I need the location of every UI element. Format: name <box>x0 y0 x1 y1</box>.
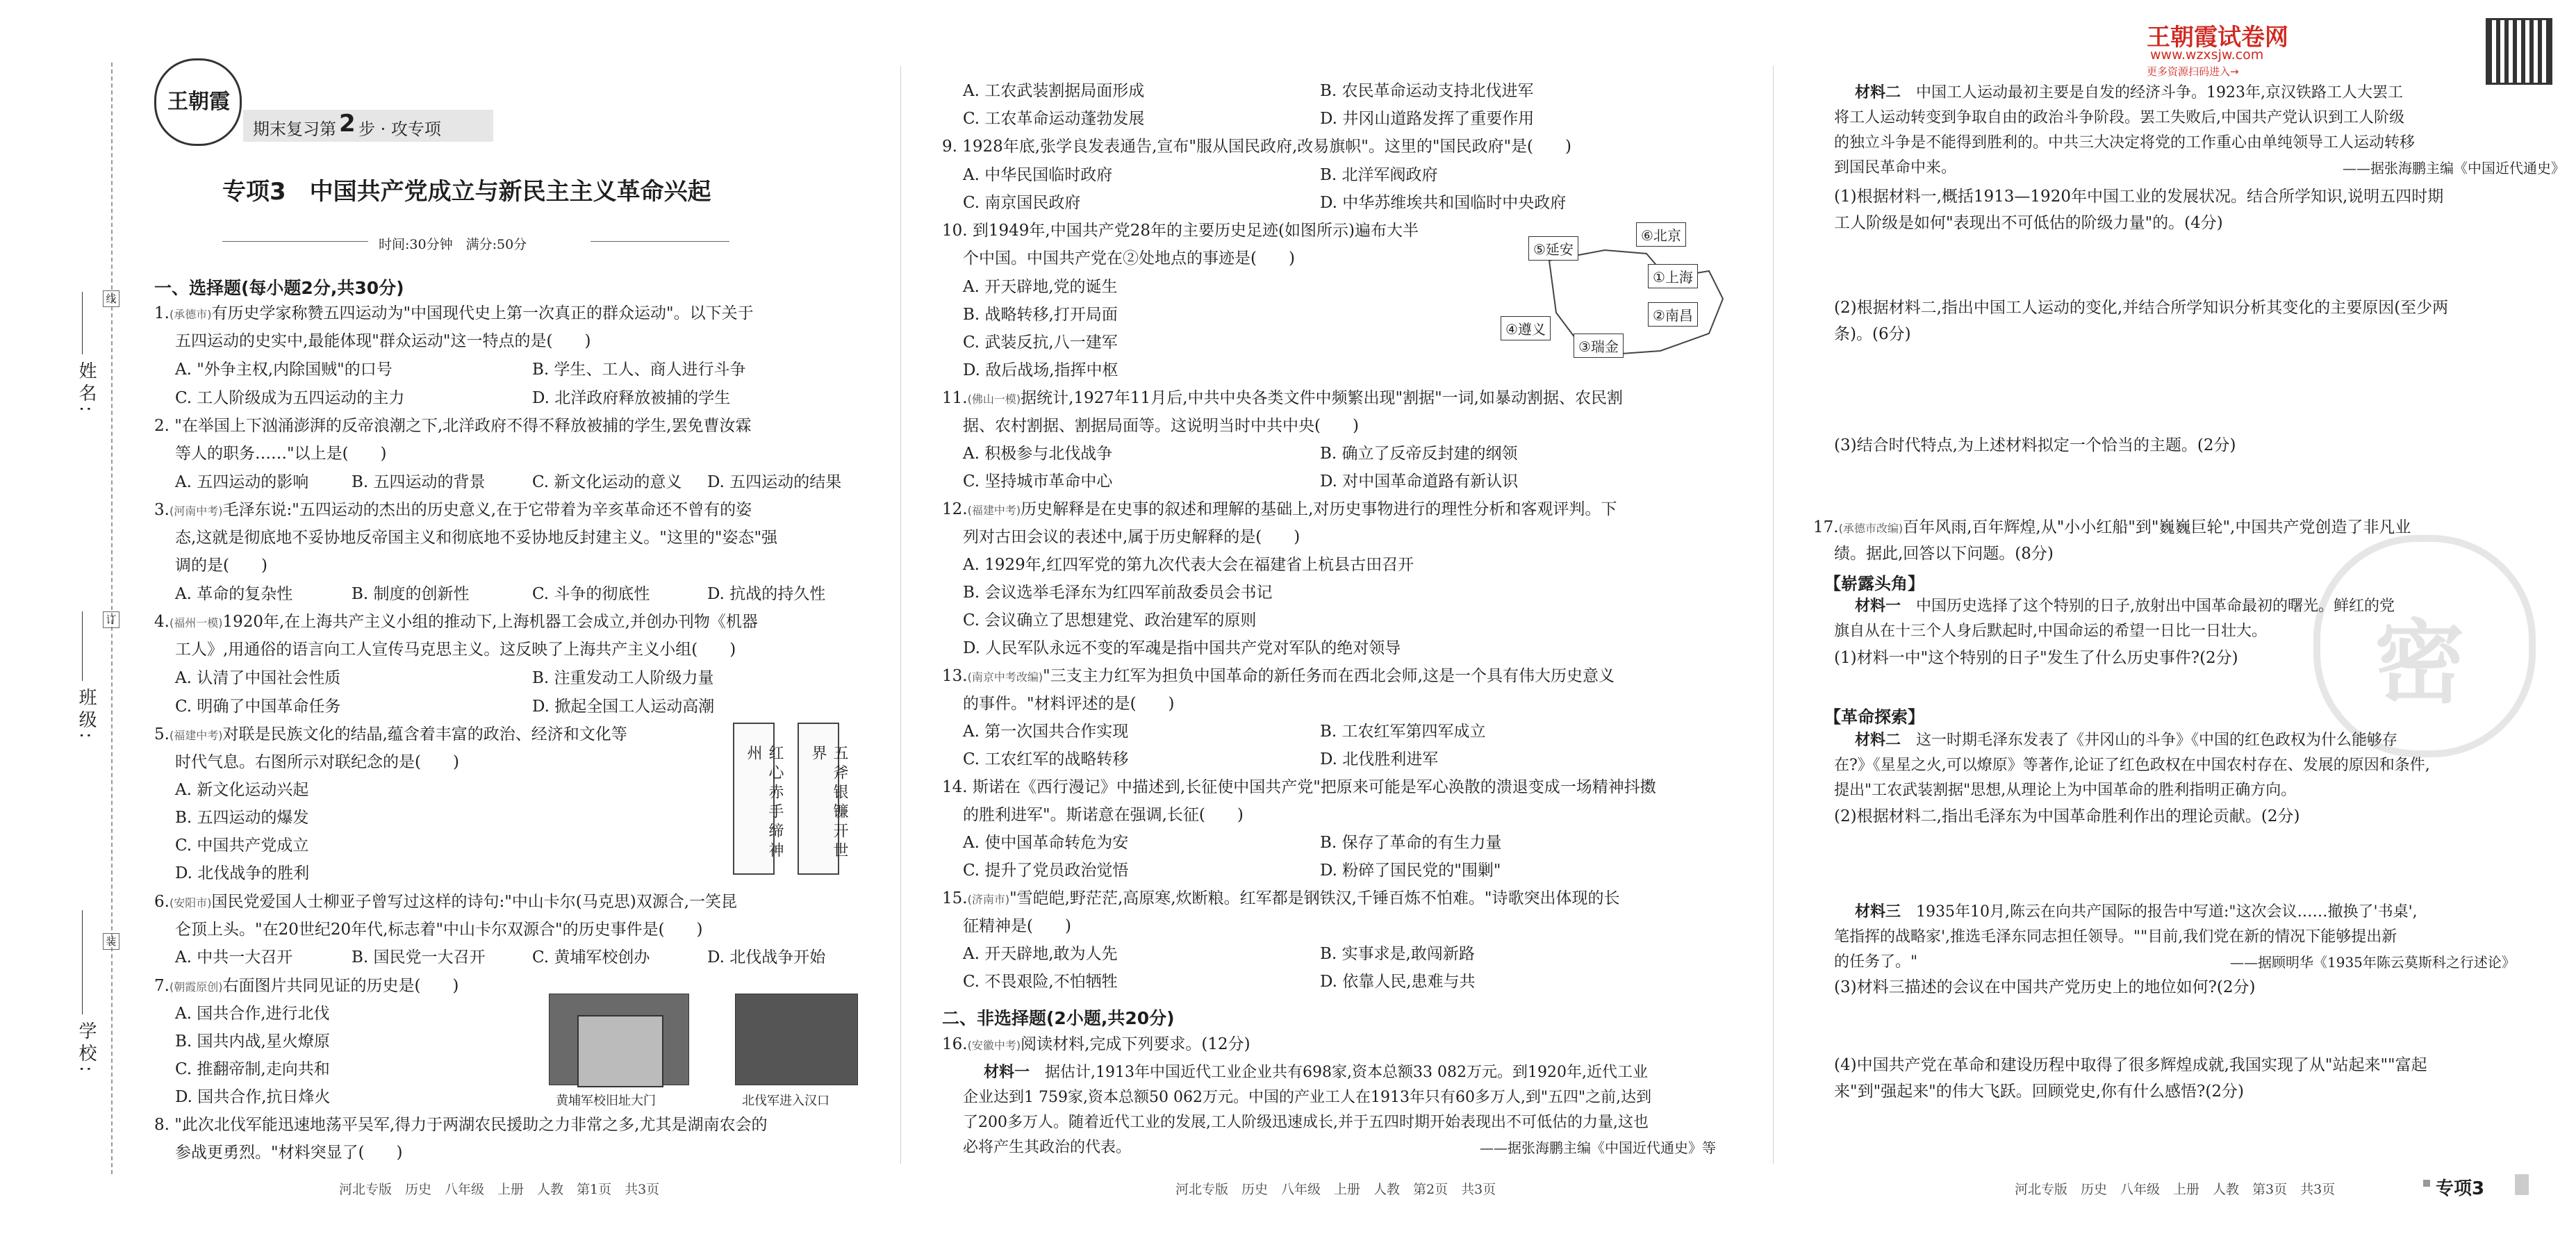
q12-option-c[interactable]: C. 会议确立了思想建党、政治建军的原则 <box>963 611 1257 629</box>
q5-option-d[interactable]: D. 北伐战争的胜利 <box>175 864 310 882</box>
q16-line1: 16.(安徽中考)阅读材料,完成下列要求。(12分) <box>942 1035 1250 1053</box>
q4-option-d[interactable]: D. 掀起全国工人运动高潮 <box>532 698 715 716</box>
section1-heading: 一、选择题(每小题2分,共30分) <box>154 278 404 298</box>
q15-line1: 15.(济南市)"雪皑皑,野茫茫,高原寒,炊断粮。红军都是钢铁汉,千锤百炼不怕难。"诗歌突出体现的长 <box>942 889 1620 907</box>
q5-option-c[interactable]: C. 中国共产党成立 <box>175 837 309 855</box>
q9-option-c[interactable]: C. 南京国民政府 <box>963 194 1081 212</box>
q12-line2: 列对古田会议的表述中,属于历史解释的是( ) <box>963 528 1301 546</box>
q3-line1: 3.(河南中考)毛泽东说:"五四运动的杰出的历史意义,在于它带着为辛亥革命还不曾有的姿 <box>154 501 752 519</box>
q3-option-b[interactable]: B. 制度的创新性 <box>352 585 470 603</box>
binding-mark-line: 线 <box>103 290 119 307</box>
q17-line1: 17.(承德市改编)百年风雨,百年辉煌,从"小小红船"到"巍巍巨轮",中国共产党创造了非凡业 <box>1813 518 2411 536</box>
q4-option-a[interactable]: A. 认清了中国社会性质 <box>175 669 341 687</box>
q3-option-a[interactable]: A. 革命的复杂性 <box>175 585 293 603</box>
q9-option-d[interactable]: D. 中华苏维埃共和国临时中央政府 <box>1320 194 1567 212</box>
q7-option-b[interactable]: B. 国共内战,星火燎原 <box>175 1032 330 1051</box>
q10-option-c[interactable]: C. 武装反抗,八一建军 <box>963 334 1118 352</box>
q3-line2: 态,这就是彻底地不妥协地反帝国主义和彻底地不妥协地反封建主义。"这里的"姿态"强 <box>175 529 778 547</box>
q6-option-a[interactable]: A. 中共一大召开 <box>175 948 293 966</box>
brand-url[interactable]: www.wzxsjw.com <box>2150 47 2264 63</box>
q8-option-a[interactable]: A. 工农武装割据局面形成 <box>963 82 1145 100</box>
q2-option-b[interactable]: B. 五四运动的背景 <box>352 473 486 491</box>
timing: 时间:30分钟 满分:50分 <box>379 237 527 252</box>
q13-line1: 13.(南京中考改编)"三支主力红军为担负中国革命的新任务而在西北会师,这是一个具有伟大历史意义 <box>942 667 1615 685</box>
brand-name: 王朝霞试卷网 <box>2147 24 2288 51</box>
q3-option-c[interactable]: C. 斗争的彻底性 <box>532 585 650 603</box>
q16-part3-answer-area[interactable] <box>1834 462 2536 518</box>
q9-line1: 9. 1928年底,张学良发表通告,宣布"服从国民政府,改易旗帜"。这里的"国民政府"是( ) <box>942 138 1571 156</box>
q12-line1: 12.(福建中考)历史解释是在史事的叙述和理解的基础上,对历史事物进行的理性分析和客观评判。下 <box>942 500 1617 518</box>
q16-m1-line2: 企业达到1 759家,资本总额50 062万元。中国的产业工人在1913年只有60多万人,到"五四"之前,达到 <box>963 1089 1652 1106</box>
section2-heading: 二、非选择题(2小题,共20分) <box>942 1008 1175 1028</box>
party-footprint-map <box>1501 222 1772 368</box>
q17-heading-2: 【革命探索】 <box>1824 707 1924 727</box>
q13-line2: 的事件。"材料评述的是( ) <box>963 695 1175 713</box>
couplet-right-text: 五斧银镰开世界 <box>809 745 848 862</box>
q11-option-d[interactable]: D. 对中国革命道路有新认识 <box>1320 472 1519 491</box>
q17-part3: (3)材料三描述的会议在中国共产党历史上的地位如何?(2分) <box>1834 978 2256 996</box>
q2-option-c[interactable]: C. 新文化运动的意义 <box>532 473 682 491</box>
q10-option-b[interactable]: B. 战略转移,打开局面 <box>963 306 1118 324</box>
timing-rule-right <box>591 241 729 242</box>
q12-option-d[interactable]: D. 人民军队永远不变的军魂是指中国共产党对军队的绝对领导 <box>963 639 1401 657</box>
name-label: 姓名: <box>76 361 97 416</box>
q16-m1-line4: 必将产生其政治的代表。 <box>963 1139 1132 1156</box>
couplet-scroll-right <box>798 723 848 875</box>
q16-m1-citation: ——据张海鹏主编《中国近代通史》等 <box>1480 1139 1716 1156</box>
timing-rule-left <box>222 241 368 242</box>
q17-part1-answer-area[interactable] <box>1834 674 2306 702</box>
q11-option-b[interactable]: B. 确立了反帝反封建的纲领 <box>1320 445 1518 463</box>
q9-option-b[interactable]: B. 北洋军阀政府 <box>1320 166 1438 184</box>
q16-part1-answer-area[interactable] <box>1834 240 2536 295</box>
watermark-stamp <box>2313 535 2536 757</box>
q1-line2: 五四运动的史实中,最能体现"群众运动"这一特点的是( ) <box>175 332 591 350</box>
q17-m3-line1: 材料三 1935年10月,陈云在向共产国际的报告中写道:"这次会议……撤换了'书桌', <box>1855 903 2418 921</box>
binding-mark-pack: 装 <box>103 933 119 950</box>
q13-option-a[interactable]: A. 第一次国共合作实现 <box>963 723 1129 741</box>
logo-badge <box>154 58 242 146</box>
q16-m2-citation: ——据张海鹏主编《中国近代通史》 <box>2343 160 2565 176</box>
q13-option-b[interactable]: B. 工农红军第四军成立 <box>1320 723 1486 741</box>
map-label-yanan: ⑤延安 <box>1528 236 1578 261</box>
q17-part4-answer-area[interactable] <box>1834 1108 2536 1163</box>
q2-option-a[interactable]: A. 五四运动的影响 <box>175 473 309 491</box>
q10-option-a[interactable]: A. 开天辟地,党的诞生 <box>963 278 1118 296</box>
q7-line1: 7.(朝霞原创)右面图片共同见证的历史是( ) <box>154 977 459 995</box>
couplet-scroll-left <box>733 723 784 875</box>
q2-option-d[interactable]: D. 五四运动的结果 <box>707 473 842 491</box>
school-underline[interactable] <box>82 910 83 1014</box>
column-divider-1 <box>900 66 901 1164</box>
q17-part4-line2: 来"到"强起来"的伟大飞跃。回顾党史,你有什么感悟?(2分) <box>1834 1083 2244 1101</box>
q6-line1: 6.(安阳市)国民党爱国人士柳亚子曾写过这样的诗句:"中山卡尔(马克思)双源合,一笑昆 <box>154 893 738 911</box>
q8-option-d[interactable]: D. 井冈山道路发挥了重要作用 <box>1320 110 1535 128</box>
class-label: 班级: <box>76 688 97 743</box>
footer-tag: 专项3 <box>2436 1178 2485 1199</box>
q6-option-d[interactable]: D. 北伐战争开始 <box>707 948 826 966</box>
q17-m2-line3: 提出"工农武装割据"思想,从理论上为中国革命的胜利指明正确方向。 <box>1834 782 2297 799</box>
q8-line1: 8. "此次北伐军能迅速地荡平吴军,得力于两湖农民援助之力非常之多,尤其是湖南农会的 <box>154 1116 768 1134</box>
couplet-left-text: 红心赤手缔神州 <box>745 745 784 862</box>
footer-page2: 河北专版 历史 八年级 上册 人教 第2页 共3页 <box>1175 1182 1496 1197</box>
q16-part2-line2: 条)。(6分) <box>1834 325 1911 343</box>
q10-line2: 个中国。中国共产党在②处地点的事迹是( ) <box>963 249 1295 267</box>
q15-line2: 征精神是( ) <box>963 917 1071 935</box>
q16-m2-line1: 材料二 中国工人运动最初主要是自发的经济斗争。1923年,京汉铁路工人大罢工 <box>1855 84 2404 101</box>
binding-mark-bind: 订 <box>103 611 119 628</box>
q2-line1: 2. "在举国上下汹涌澎湃的反帝浪潮之下,北洋政府不得不释放被捕的学生,罢免曹汝霖 <box>154 417 752 435</box>
watermark-stamp-text: 密 <box>2375 610 2466 716</box>
page-title: 专项3 中国共产党成立与新民主主义革命兴起 <box>222 178 711 206</box>
q16-m1-line1: 材料一 据估计,1913年中国近代工业企业共有698家,资本总额33 082万元。到1920年,近代工业 <box>984 1064 1648 1081</box>
q16-m2-line2: 将工人运动转变到争取自由的政治斗争阶段。罢工失败后,中国共产党认识到工人阶级 <box>1834 109 2404 126</box>
q8-option-b[interactable]: B. 农民革命运动支持北伐进军 <box>1320 82 1534 100</box>
name-underline[interactable] <box>82 292 83 354</box>
q17-m2-line2: 在?》《星星之火,可以燎原》等著作,论证了红色政权在中国农村存在、发展的原因和条件, <box>1834 757 2430 774</box>
q5-line2: 时代气息。右图所示对联纪念的是( ) <box>175 753 459 771</box>
q13-option-c[interactable]: C. 工农红军的战略转移 <box>963 750 1129 768</box>
q5-option-b[interactable]: B. 五四运动的爆发 <box>175 809 309 827</box>
q17-part2-answer-area[interactable] <box>1834 832 2536 895</box>
q17-m1-line2: 旗自从在十三个人身后默起时,中国命运的希望一日比一日壮大。 <box>1834 623 2267 640</box>
map-label-nanchang: ②南昌 <box>1648 302 1698 327</box>
step-banner <box>243 110 493 142</box>
q14-line2: 的胜利进军"。斯诺意在强调,长征( ) <box>963 806 1244 824</box>
map-label-ruijin: ③瑞金 <box>1574 334 1624 358</box>
q7-option-d[interactable]: D. 国共合作,抗日烽火 <box>175 1088 331 1106</box>
q4-line2: 工人》,用通俗的语言向工人宣传马克思主义。这反映了上海共产主义小组( ) <box>175 641 736 659</box>
brand-slogan: 更多资源扫码进入→ <box>2147 65 2239 78</box>
step-label-b: 步 · 攻专项 <box>358 120 441 139</box>
q15-option-c[interactable]: C. 不畏艰险,不怕牺牲 <box>963 973 1118 991</box>
q10-option-d[interactable]: D. 敌后战场,指挥中枢 <box>963 361 1118 379</box>
q16-m2-line3: 的独立斗争是不能得到胜利的。中共三大决定将党的工作重心由单纯领导工人运动转移 <box>1834 134 2416 151</box>
q17-m3-line3: 的任务了。" <box>1834 953 1918 971</box>
q17-m1-line1: 材料一 中国历史选择了这个特别的日子,放射出中国革命最初的曙光。鲜红的党 <box>1855 598 2395 615</box>
q13-option-d[interactable]: D. 北伐胜利进军 <box>1320 750 1439 768</box>
q14-option-c[interactable]: C. 提升了党员政治觉悟 <box>963 862 1129 880</box>
q10-line1: 10. 到1949年,中国共产党28年的主要历史足迹(如图所示)遍布大半 <box>942 222 1419 240</box>
qr-code-icon[interactable] <box>2486 18 2552 85</box>
q6-option-c[interactable]: C. 黄埔军校创办 <box>532 948 650 966</box>
q12-option-a[interactable]: A. 1929年,红四军党的第九次代表大会在福建省上杭县古田召开 <box>963 556 1414 574</box>
q4-option-b[interactable]: B. 注重发动工人阶级力量 <box>532 669 714 687</box>
q17-part1: (1)材料一中"这个特别的日子"发生了什么历史事件?(2分) <box>1834 649 2238 667</box>
q1-option-c[interactable]: C. 工人阶级成为五四运动的主力 <box>175 389 405 407</box>
q9-option-a[interactable]: A. 中华民国临时政府 <box>963 166 1113 184</box>
q16-m2-line4: 到国民革命中来。 <box>1834 159 1957 176</box>
q3-option-d[interactable]: D. 抗战的持久性 <box>707 585 826 603</box>
footer-square-icon <box>2423 1180 2430 1187</box>
q8-line2: 参战更勇烈。"材料突显了( ) <box>175 1144 403 1162</box>
q14-option-d[interactable]: D. 粉碎了国民党的"围剿" <box>1320 862 1501 880</box>
map-label-beijing: ⑥北京 <box>1636 222 1686 247</box>
q11-option-a[interactable]: A. 积极参与北伐战争 <box>963 445 1113 463</box>
q15-option-a[interactable]: A. 开天辟地,敢为人先 <box>963 945 1118 963</box>
q16-part1-line2: 工人阶级是如何"表现出不可低估的阶级力量"的。(4分) <box>1834 214 2223 232</box>
q7-option-a[interactable]: A. 国共合作,进行北伐 <box>175 1005 330 1023</box>
q12-option-b[interactable]: B. 会议选举毛泽东为红四军前敌委员会书记 <box>963 584 1273 602</box>
caption-huangpu: 黄埔军校旧址大门 <box>556 1094 656 1108</box>
map-label-zunyi: ④遵义 <box>1501 316 1551 340</box>
q16-part3: (3)结合时代特点,为上述材料拟定一个恰当的主题。(2分) <box>1834 436 2236 454</box>
q14-option-a[interactable]: A. 使中国革命转危为安 <box>963 834 1129 852</box>
school-label: 学校: <box>76 1021 97 1076</box>
q14-option-b[interactable]: B. 保存了革命的有生力量 <box>1320 834 1502 852</box>
q16-part2-answer-area[interactable] <box>1834 351 2536 427</box>
q14-line1: 14. 斯诺在《西行漫记》中描述到,长征使中国共产党"把原来可能是军心涣散的溃退变成一场精神抖擞 <box>942 778 1656 796</box>
photo-northern-expedition <box>735 994 858 1085</box>
footer-page3: 河北专版 历史 八年级 上册 人教 第3页 共3页 <box>2015 1182 2336 1197</box>
q5-option-a[interactable]: A. 新文化运动兴起 <box>175 781 309 799</box>
step-label-a: 期末复习第 <box>253 120 336 139</box>
caption-hankou: 北伐军进入汉口 <box>742 1094 829 1108</box>
q11-option-c[interactable]: C. 坚持城市革命中心 <box>963 472 1113 491</box>
q8-option-c[interactable]: C. 工农革命运动蓬勃发展 <box>963 110 1145 128</box>
footer-page1: 河北专版 历史 八年级 上册 人教 第1页 共3页 <box>339 1182 660 1197</box>
q17-part2: (2)根据材料二,指出毛泽东为中国革命胜利作出的理论贡献。(2分) <box>1834 807 2300 825</box>
q16-part2-line1: (2)根据材料二,指出中国工人运动的变化,并结合所学知识分析其变化的主要原因(至少两 <box>1834 299 2449 317</box>
q17-part4-line1: (4)中国共产党在革命和建设历程中取得了很多辉煌成就,我国实现了从"站起来""富起 <box>1834 1056 2427 1074</box>
q2-line2: 等人的职务……"以上是( ) <box>175 445 387 463</box>
binding-strip <box>0 0 118 1243</box>
q16-m1-line3: 了200多万人。随着近代工业的发展,工人阶级迅速成长,并于五四时期开始表现出不可低估的力量,这也 <box>963 1114 1649 1131</box>
gate-shape <box>577 1015 663 1087</box>
q17-m3-line2: 笔指挥的战略家',推选毛泽东同志担任领导。""目前,我们党在新的情况下能够提出新 <box>1834 928 2397 946</box>
q6-option-b[interactable]: B. 国民党一大召开 <box>352 948 486 966</box>
logo-text: 王朝霞 <box>167 90 230 114</box>
q15-option-d[interactable]: D. 依靠人民,患难与共 <box>1320 973 1476 991</box>
q1-line1: 1.(承德市)有历史学家称赞五四运动为"中国现代史上第一次真正的群众运动"。以下关于 <box>154 304 754 322</box>
q6-line2: 仑顶上头。"在20世纪20年代,标志着"中山卡尔双源合"的历史事件是( ) <box>175 921 703 939</box>
q17-heading-1: 【崭露头角】 <box>1824 574 1924 593</box>
map-label-shanghai: ①上海 <box>1648 264 1698 288</box>
step-num: 2 <box>339 110 356 138</box>
q17-m3-citation: ——据顾明华《1935年陈云莫斯科之行述论》 <box>2230 954 2516 971</box>
q16-part1-line1: (1)根据材料一,概括1913—1920年中国工业的发展状况。结合所学知识,说明五四时期 <box>1834 188 2444 206</box>
q1-option-b[interactable]: B. 学生、工人、商人进行斗争 <box>532 361 746 379</box>
q15-option-b[interactable]: B. 实事求是,敢闯新路 <box>1320 945 1475 963</box>
q3-line3: 调的是( ) <box>175 557 267 575</box>
footer-tab-marker <box>2515 1174 2529 1195</box>
q4-option-c[interactable]: C. 明确了中国革命任务 <box>175 698 341 716</box>
q5-line1: 5.(福建中考)对联是民族文化的结晶,蕴含着丰富的政治、经济和文化等 <box>154 725 627 743</box>
q1-option-d[interactable]: D. 北洋政府释放被捕的学生 <box>532 389 731 407</box>
q7-option-c[interactable]: C. 推翻帝制,走向共和 <box>175 1060 330 1078</box>
photo-huangpu-gate <box>549 994 689 1085</box>
q11-line2: 据、农村割据、割据局面等。这说明当时中共中央( ) <box>963 417 1359 435</box>
q17-part3-answer-area[interactable] <box>1834 1003 2536 1052</box>
q1-option-a[interactable]: A. "外争主权,内除国贼"的口号 <box>175 361 393 379</box>
q11-line1: 11.(佛山一模)据统计,1927年11月后,中共中央各类文件中频繁出现"割据"一词,如暴动割据、农民割 <box>942 389 1623 407</box>
column-divider-2 <box>1773 66 1774 1164</box>
q17-m2-line1: 材料二 这一时期毛泽东发表了《井冈山的斗争》《中国的红色政权为什么能够存 <box>1855 732 2398 749</box>
class-underline[interactable] <box>82 611 83 681</box>
q4-line1: 4.(福州一模)1920年,在上海共产主义小组的推动下,上海机器工会成立,并创办刊物《机器 <box>154 613 758 631</box>
q17-line2: 绩。据此,回答以下问题。(8分) <box>1834 545 2054 563</box>
